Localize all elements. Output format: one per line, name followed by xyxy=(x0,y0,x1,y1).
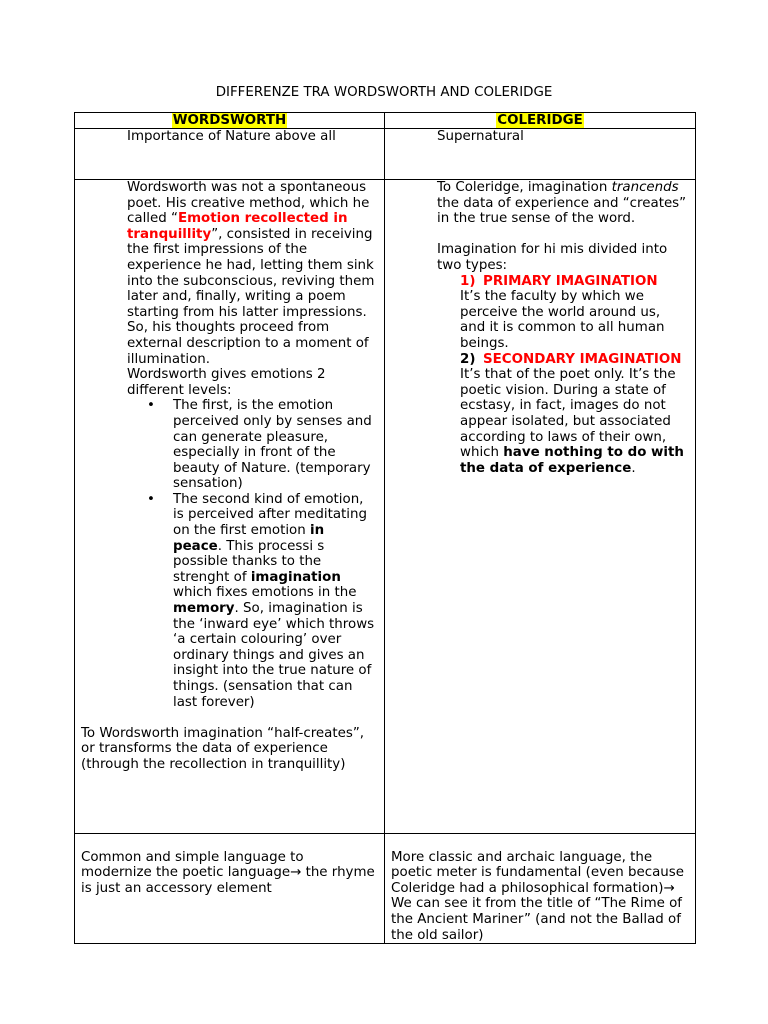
header-coleridge: COLERIDGE xyxy=(497,113,583,128)
list-item xyxy=(147,398,376,492)
imagination-types-list xyxy=(437,274,687,477)
table-row xyxy=(75,834,696,944)
secondary-text-a: It’s that of the poet only. It’s the poetic vision. During a state of ecstasy, in fact, images do not appear isolated, but associated according to laws of their own, which xyxy=(460,367,676,461)
wordsworth-language-b: the rhyme is just an accessory element xyxy=(81,865,375,896)
bullet-icon: • xyxy=(147,398,155,414)
coleridge-language-a: More classic and archaic language, the poetic meter is fundamental (even because Coleridge had a philosophical formation) xyxy=(391,849,684,896)
list-item xyxy=(460,274,687,290)
coleridge-imagination-paragraph xyxy=(437,180,687,227)
second-emotion-text-d: which fixes emotions in the xyxy=(173,585,357,601)
cell-wordsworth-language xyxy=(75,834,385,944)
second-emotion-text-e: . So, imagination is the ‘inward eye’ which throws ‘a certain colouring’ over ordinary things and gives an insight into the true nature of things. (sensation that can last forever) xyxy=(173,601,375,710)
spacer xyxy=(391,834,689,850)
number-marker: 1) xyxy=(460,273,476,289)
header-cell-wordsworth xyxy=(75,113,385,129)
table-row xyxy=(75,180,696,834)
cell-wordsworth-imagination xyxy=(75,180,385,834)
second-emotion-text-a: The second kind of emotion, is perceived after meditating on the first emotion xyxy=(173,491,367,539)
wordsworth-method-text-b: ”, consisted in receiving the first impressions of the experience he had, letting them sink into the subconscious, reviving them later and, finally, writing a poem starting from his latter impressions. So, his thoughts proceed from external description to a moment of illumination. xyxy=(127,226,375,367)
wordsworth-levels-intro: Wordsworth gives emotions 2 different levels: xyxy=(127,367,326,398)
table-header-row xyxy=(75,113,696,129)
arrow-right-icon: → xyxy=(663,880,675,896)
list-item xyxy=(460,352,687,368)
list-item xyxy=(147,491,376,710)
in-peace-bold: in peace xyxy=(173,523,325,554)
arrow-right-icon: → xyxy=(290,865,302,881)
cell-coleridge-imagination xyxy=(385,180,696,834)
spacer xyxy=(81,834,378,850)
coleridge-language-b: We can see it from the title of “The Rime of the Ancient Mariner” (and not the Ballad of the old sailor) xyxy=(391,896,683,943)
imagination-bold: imagination xyxy=(250,569,341,585)
header-wordsworth: WORDSWORTH xyxy=(172,113,287,128)
number-marker: 2) xyxy=(460,351,476,367)
secondary-text-c: . xyxy=(631,460,636,476)
emotion-levels-list xyxy=(127,398,376,710)
coleridge-language-text xyxy=(391,850,689,944)
first-emotion-text: The first, is the emotion perceived only by senses and can generate pleasure, especially in front of the beauty of Nature. (temporary sensation) xyxy=(173,398,372,492)
second-emotion-text-c: . This processi s possible thanks to the strenght of xyxy=(173,538,325,585)
secondary-imagination-text xyxy=(460,367,687,476)
coleridge-types-intro: Imagination for hi mis divided into two types: xyxy=(437,242,668,273)
comparison-table xyxy=(74,112,696,944)
primary-imagination-label: PRIMARY IMAGINATION xyxy=(483,273,658,289)
table-row xyxy=(75,129,696,180)
cell-coleridge-language xyxy=(385,834,696,944)
wordsworth-theme-text: Importance of Nature above all xyxy=(127,129,336,144)
page-title: DIFFERENZE TRA WORDSWORTH AND COLERIDGE xyxy=(215,85,553,100)
cell-coleridge-theme xyxy=(385,129,696,180)
coleridge-imagination-text-a: To Coleridge, imagination xyxy=(437,180,612,195)
cell-wordsworth-theme xyxy=(75,129,385,180)
emotion-recollected-phrase: Emotion recollected in tranquillity xyxy=(127,211,348,242)
header-cell-coleridge xyxy=(385,113,696,129)
wordsworth-language-a: Common and simple language to modernize the poetic language xyxy=(81,849,304,881)
wordsworth-method-text-a: Wordsworth was not a spontaneous poet. His creative method, which he called “ xyxy=(127,180,370,227)
trancends-italic: trancends xyxy=(611,180,679,195)
wordsworth-method-paragraph xyxy=(127,180,376,367)
wordsworth-language-text xyxy=(81,850,378,897)
wordsworth-half-creates: To Wordsworth imagination “half-creates”, or transforms the data of experience (through the recollection in tranquillity) xyxy=(81,725,365,772)
bullet-icon: • xyxy=(147,491,155,507)
primary-imagination-text: It’s the faculty by which we perceive the world around us, and it is common to all human beings. xyxy=(460,289,665,351)
coleridge-imagination-text-b: the data of experience and “creates” in the true sense of the word. xyxy=(437,195,687,227)
coleridge-theme-text: Supernatural xyxy=(437,129,524,144)
secondary-text-bold: have nothing to do with the data of experience xyxy=(460,445,684,476)
spacer xyxy=(127,710,376,726)
memory-bold: memory xyxy=(173,601,235,617)
secondary-imagination-label: SECONDARY IMAGINATION xyxy=(483,351,682,367)
spacer xyxy=(437,227,687,243)
